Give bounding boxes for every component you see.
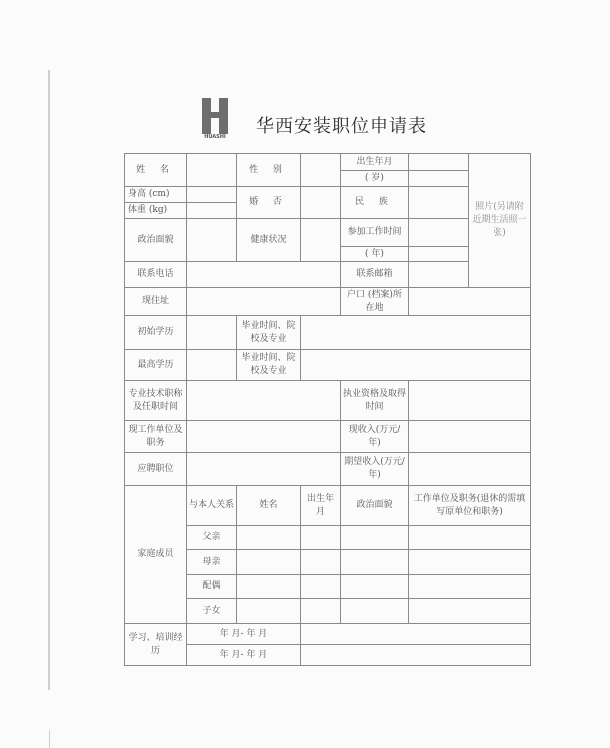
field-gender[interactable] bbox=[301, 154, 341, 187]
header-relation: 与本人关系 bbox=[187, 486, 237, 526]
father-political[interactable] bbox=[341, 526, 409, 550]
label-hukou: 户口 (档案)所在地 bbox=[341, 288, 409, 316]
field-age[interactable] bbox=[409, 171, 469, 187]
relation-spouse: 配偶 bbox=[187, 575, 237, 599]
header-member-work: 工作单位及职务(退休的需填写原单位和职务) bbox=[409, 486, 531, 526]
field-qualification[interactable] bbox=[409, 381, 531, 421]
field-hukou[interactable] bbox=[409, 288, 531, 316]
label-current-unit: 现工作单位及职务 bbox=[125, 421, 187, 453]
field-ethnicity[interactable] bbox=[409, 187, 469, 219]
mother-work[interactable] bbox=[409, 550, 531, 575]
label-grad-info-1: 毕业时间、院校及专业 bbox=[237, 316, 301, 350]
logo-text: HUASHI bbox=[204, 134, 226, 140]
label-expected-income: 期望收入(万元/年) bbox=[341, 453, 409, 486]
spouse-name[interactable] bbox=[237, 575, 301, 599]
label-first-education: 初始学历 bbox=[125, 316, 187, 350]
field-expected-income[interactable] bbox=[409, 453, 531, 486]
label-health: 健康状况 bbox=[237, 219, 301, 262]
huashi-logo bbox=[200, 98, 230, 140]
field-weight[interactable] bbox=[187, 203, 237, 219]
study-detail-1[interactable] bbox=[301, 624, 531, 645]
field-grad-info-1[interactable] bbox=[301, 316, 531, 350]
field-current-unit[interactable] bbox=[187, 421, 341, 453]
father-name[interactable] bbox=[237, 526, 301, 550]
label-work-start: 参加工作时间 bbox=[341, 219, 409, 247]
field-applied-position[interactable] bbox=[187, 453, 341, 486]
relation-father: 父亲 bbox=[187, 526, 237, 550]
field-highest-education[interactable] bbox=[187, 350, 237, 381]
label-name: 姓 名 bbox=[125, 154, 187, 187]
child-name[interactable] bbox=[237, 599, 301, 624]
study-period-2[interactable]: 年 月- 年 月 bbox=[187, 645, 301, 666]
label-marital: 婚 否 bbox=[237, 187, 301, 219]
field-name[interactable] bbox=[187, 154, 237, 187]
header-member-birth: 出生年月 bbox=[301, 486, 341, 526]
label-address: 现住址 bbox=[125, 288, 187, 316]
label-ethnicity: 民 族 bbox=[341, 187, 409, 219]
label-political: 政治面貌 bbox=[125, 219, 187, 262]
mother-political[interactable] bbox=[341, 550, 409, 575]
label-highest-education: 最高学历 bbox=[125, 350, 187, 381]
field-work-start[interactable] bbox=[409, 219, 469, 247]
study-period-1[interactable]: 年 月- 年 月 bbox=[187, 624, 301, 645]
label-family: 家庭成员 bbox=[125, 486, 187, 624]
label-applied-position: 应聘职位 bbox=[125, 453, 187, 486]
label-phone: 联系电话 bbox=[125, 262, 187, 288]
field-phone[interactable] bbox=[187, 262, 341, 288]
label-current-income: 现收入(万元/年) bbox=[341, 421, 409, 453]
field-first-education[interactable] bbox=[187, 316, 237, 350]
mother-name[interactable] bbox=[237, 550, 301, 575]
page-edge-shadow bbox=[48, 70, 50, 690]
label-gender: 性 别 bbox=[237, 154, 301, 187]
form-title: 华西安装职位申请表 bbox=[256, 116, 427, 137]
relation-mother: 母亲 bbox=[187, 550, 237, 575]
label-birth-date: 出生年月 bbox=[341, 154, 409, 171]
child-work[interactable] bbox=[409, 599, 531, 624]
mother-birth[interactable] bbox=[301, 550, 341, 575]
spouse-birth[interactable] bbox=[301, 575, 341, 599]
field-grad-info-2[interactable] bbox=[301, 350, 531, 381]
field-work-years[interactable] bbox=[409, 247, 469, 262]
page-edge-shadow-bottom bbox=[49, 730, 50, 748]
field-email[interactable] bbox=[409, 262, 469, 288]
field-birth-date[interactable] bbox=[409, 154, 469, 171]
spouse-work[interactable] bbox=[409, 575, 531, 599]
label-height: 身高 (cm) bbox=[125, 187, 187, 203]
label-weight: 体重 (kg) bbox=[125, 203, 187, 219]
field-height[interactable] bbox=[187, 187, 237, 203]
father-work[interactable] bbox=[409, 526, 531, 550]
spouse-political[interactable] bbox=[341, 575, 409, 599]
child-political[interactable] bbox=[341, 599, 409, 624]
field-health[interactable] bbox=[301, 219, 341, 262]
field-current-income[interactable] bbox=[409, 421, 531, 453]
application-form-table bbox=[124, 153, 531, 666]
photo-area[interactable]: 照片(另请附近期生活照一张) bbox=[469, 154, 531, 288]
label-tech-title: 专业技术职称及任职时间 bbox=[125, 381, 187, 421]
father-birth[interactable] bbox=[301, 526, 341, 550]
child-birth[interactable] bbox=[301, 599, 341, 624]
label-study-history: 学习、培训经 历 bbox=[125, 624, 187, 666]
study-detail-2[interactable] bbox=[301, 645, 531, 666]
field-marital[interactable] bbox=[301, 187, 341, 219]
field-address[interactable] bbox=[187, 288, 341, 316]
label-email: 联系邮箱 bbox=[341, 262, 409, 288]
label-qualification: 执业资格及取得时间 bbox=[341, 381, 409, 421]
field-political[interactable] bbox=[187, 219, 237, 262]
label-age: ( 岁) bbox=[341, 171, 409, 187]
header-member-name: 姓名 bbox=[237, 486, 301, 526]
field-tech-title[interactable] bbox=[187, 381, 341, 421]
label-work-years: ( 年) bbox=[341, 247, 409, 262]
label-grad-info-2: 毕业时间、院校及专业 bbox=[237, 350, 301, 381]
relation-child: 子女 bbox=[187, 599, 237, 624]
header-member-political: 政治面貌 bbox=[341, 486, 409, 526]
document-header bbox=[200, 92, 427, 140]
